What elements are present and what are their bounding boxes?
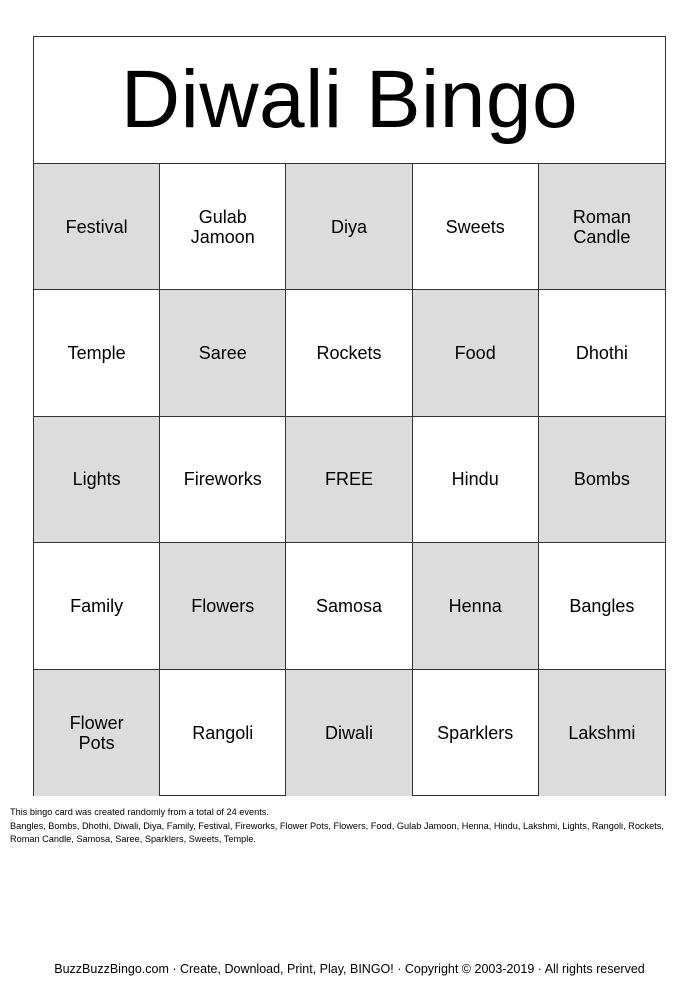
bingo-cell: Lights [34,417,160,543]
bingo-cell: Roman Candle [539,164,665,290]
note-event-list: Bangles, Bombs, Dhothi, Diwali, Diya, Family, Festival, Fireworks, Flower Pots, Flowers, Food, Gulab Jamoon, Henna, Hindu, Lakshmi, Lights, Rangoli, Rockets, Roman Candle, Samosa, Saree, Sparklers, Sweets, Temple. [10,820,664,844]
bingo-cell: Lakshmi [539,670,665,796]
bingo-cell: Family [34,543,160,669]
bingo-cell: Samosa [286,543,412,669]
bingo-cell: Food [413,290,539,416]
bingo-cell: Festival [34,164,160,290]
bingo-cell: Sparklers [413,670,539,796]
card-title: Diwali Bingo [34,37,665,164]
bingo-cell: Fireworks [160,417,286,543]
bingo-cell: Bombs [539,417,665,543]
bingo-cell: FREE [286,417,412,543]
bingo-cell: Henna [413,543,539,669]
bingo-cell: Bangles [539,543,665,669]
card-note [10,806,690,847]
bingo-cell: Saree [160,290,286,416]
bingo-cell: Dhothi [539,290,665,416]
bingo-cell: Rangoli [160,670,286,796]
bingo-cell: Flower Pots [34,670,160,796]
bingo-card [33,36,666,796]
bingo-cell: Gulab Jamoon [160,164,286,290]
bingo-cell: Temple [34,290,160,416]
bingo-grid [34,164,665,796]
footer-copyright: BuzzBuzzBingo.com · Create, Download, Print, Play, BINGO! · Copyright © 2003-2019 · All rights reserved [54,962,645,976]
bingo-cell: Hindu [413,417,539,543]
bingo-cell: Diwali [286,670,412,796]
bingo-cell: Sweets [413,164,539,290]
bingo-cell: Diya [286,164,412,290]
bingo-cell: Rockets [286,290,412,416]
note-summary: This bingo card was created randomly from a total of 24 events. [10,807,269,817]
bingo-cell: Flowers [160,543,286,669]
